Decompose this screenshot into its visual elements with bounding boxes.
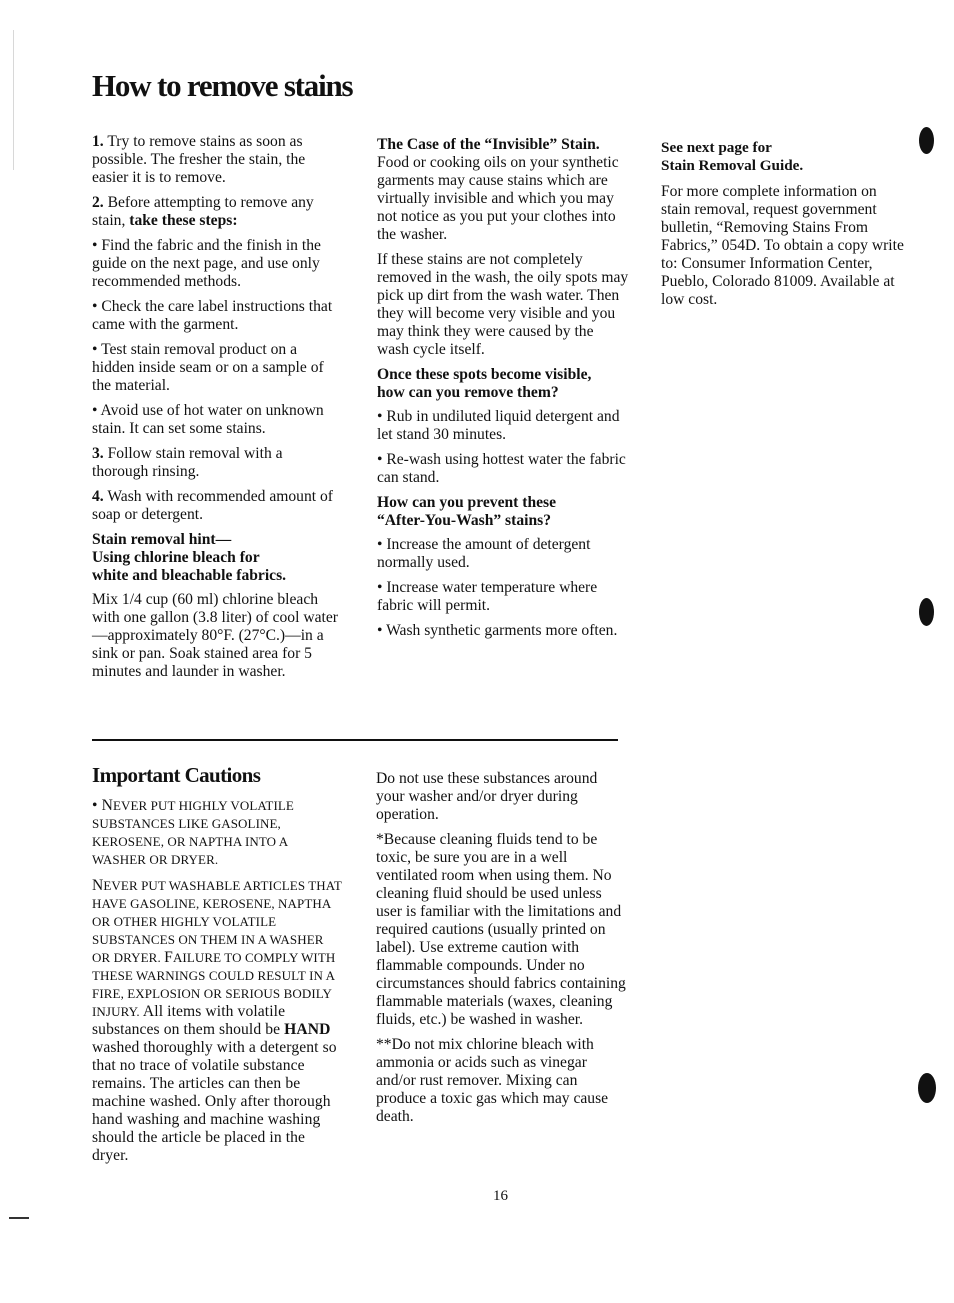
step-4-text: Wash with recommended amount of soap or detergent.	[92, 488, 333, 523]
invisible-stain-heading: The Case of the “Invisible” Stain.	[377, 136, 600, 153]
invisible-stain-text: Food or cooking oils on your synthetic garments may cause stains which are virtually invisible and which you may not notice as you put your clothes into the washer.	[377, 154, 619, 243]
bleach-hint-text: Mix 1/4 cup (60 ml) chlorine bleach with one gallon (3.8 liter) of cool water—approximately 80°F. (27°C.)—in a sink or pan. Soak stained area for 5 minutes and launder in washer.	[92, 591, 338, 680]
prevent-stains-heading-line: “After-You-Wash” stains?	[377, 512, 551, 529]
step-2	[92, 194, 342, 230]
prevent-stains-heading-line: How can you prevent these	[377, 494, 557, 511]
invisible-stain-column	[377, 136, 629, 647]
step-2-text: Before attempting to remove any stain,	[92, 194, 314, 229]
binder-hole-mark	[919, 127, 934, 154]
stain-guide-heading-line: Stain Removal Guide.	[661, 157, 804, 174]
step-bullet: • Test stain removal product on a hidden inside seam or on a sample of the material.	[92, 341, 324, 394]
remove-spots-heading	[377, 366, 629, 402]
hand-emphasis: HAND	[284, 1021, 331, 1038]
bleach-hint-heading-line: Using chlorine bleach for	[92, 549, 260, 566]
bleach-hint-heading-line: Stain removal hint—	[92, 531, 232, 548]
warning-initial: F	[164, 949, 173, 966]
page-number: 16	[493, 1188, 508, 1204]
bleach-hint-heading-line: white and bleachable fabrics.	[92, 567, 287, 584]
prevent-stains-bullet: • Increase water temperature where fabric will permit.	[377, 579, 598, 614]
step-bullet: • Avoid use of hot water on unknown stain. It can set some stains.	[92, 402, 324, 437]
prevent-stains-bullet: • Increase the amount of detergent normally used.	[377, 536, 591, 571]
stain-guide-heading-line: See next page for	[661, 139, 772, 156]
warning-text: EVER PUT WASHABLE ARTICLES THAT HAVE GASOLINE, KEROSENE, NAPTHA OR OTHER HIGHLY VOLATILE SUBSTANCES ON THEM IN A WASHER OR DRYER.	[92, 878, 342, 965]
cautions-title: Important Cautions	[92, 763, 261, 787]
step-1-text: Try to remove stains as soon as possible. The fresher the stain, the easier it is to remove.	[92, 133, 306, 186]
step-4	[92, 488, 342, 524]
step-3-text: Follow stain removal with a thorough rinsing.	[92, 445, 283, 480]
remove-spots-heading-line: Once these spots become visible,	[377, 366, 592, 383]
step-2-bold: take these steps:	[129, 212, 238, 229]
volatile-warning-2	[92, 877, 342, 1165]
cautions-left-column	[92, 797, 342, 1173]
more-info-column	[661, 139, 906, 316]
warning-initial: N	[101, 797, 113, 814]
hand-wash-text: washed thoroughly with a detergent so that no trace of volatile substance remains. The articles can then be machine washed. Only after thorough hand washing and machine washing should the article be placed in the dryer.	[92, 1039, 337, 1164]
volatile-warning-1	[92, 797, 342, 869]
hand-wash-text: All items with volatile substances on them should be	[92, 1003, 286, 1038]
step-2-number: 2.	[92, 194, 104, 211]
warning-bullet: •	[92, 797, 102, 814]
step-4-number: 4.	[92, 488, 104, 505]
step-3-number: 3.	[92, 445, 104, 462]
cautions-right-column	[376, 770, 626, 1133]
margin-dash-mark	[9, 1217, 29, 1219]
government-bulletin-text: For more complete information on stain removal, request government bulletin, “Removing Stains From Fabrics,” 054D. To obtain a copy write to: Consumer Information Center, Pueblo, Colorado 81009. Available at low cost.	[661, 183, 904, 308]
section-divider	[92, 739, 618, 741]
binder-hole-mark	[919, 598, 934, 626]
binder-hole-mark	[918, 1073, 936, 1103]
warning-text: AILURE TO COMPLY WITH THESE WARNINGS COULD RESULT IN A FIRE, EXPLOSION OR SERIOUS BODILY INJURY.	[92, 950, 336, 1019]
prevent-stains-heading	[377, 494, 629, 530]
page-title: How to remove stains	[92, 68, 353, 103]
warning-text: EVER PUT HIGHLY VOLATILE SUBSTANCES LIKE GASOLINE, KEROSENE, OR NAPTHA INTO A WASHER OR DRYER.	[92, 798, 294, 867]
remove-spots-heading-line: how can you remove them?	[377, 384, 559, 401]
prevent-stains-bullet: • Wash synthetic garments more often.	[377, 622, 618, 639]
bleach-hint-heading	[92, 531, 342, 585]
steps-column	[92, 133, 342, 688]
step-bullet: • Find the fabric and the finish in the guide on the next page, and use only recommended methods.	[92, 237, 321, 290]
chlorine-bleach-caution: **Do not mix chlorine bleach with ammonia or acids such as vinegar and/or rust remover. Mixing can produce a toxic gas which may cause death.	[376, 1036, 609, 1125]
remove-spots-bullet: • Rub in undiluted liquid detergent and let stand 30 minutes.	[377, 408, 620, 443]
warning-initial: N	[92, 877, 104, 894]
stain-guide-heading	[661, 139, 906, 175]
step-1	[92, 133, 342, 187]
step-3	[92, 445, 342, 481]
invisible-stain-text-2: If these stains are not completely removed in the wash, the oily spots may pick up dirt from the wash water. Then they will become very visible and you may think they were caused by the wash cycle itself.	[377, 251, 629, 358]
step-1-number: 1.	[92, 133, 104, 150]
substances-caution: Do not use these substances around your washer and/or dryer during operation.	[376, 770, 598, 823]
step-bullet: • Check the care label instructions that came with the garment.	[92, 298, 333, 333]
page-edge-line	[13, 30, 14, 170]
cleaning-fluids-caution: *Because cleaning fluids tend to be toxic, be sure you are in a well ventilated room when using them. No cleaning fluid should be used unless user is familiar with the limitations and required cautions (usually printed on label). Use extreme caution with flammable compounds. Under no circumstances should fabrics containing flammable materials (waxes, cleaning fluids, etc.) be washed in washer.	[376, 831, 626, 1028]
remove-spots-bullet: • Re-wash using hottest water the fabric can stand.	[377, 451, 626, 486]
